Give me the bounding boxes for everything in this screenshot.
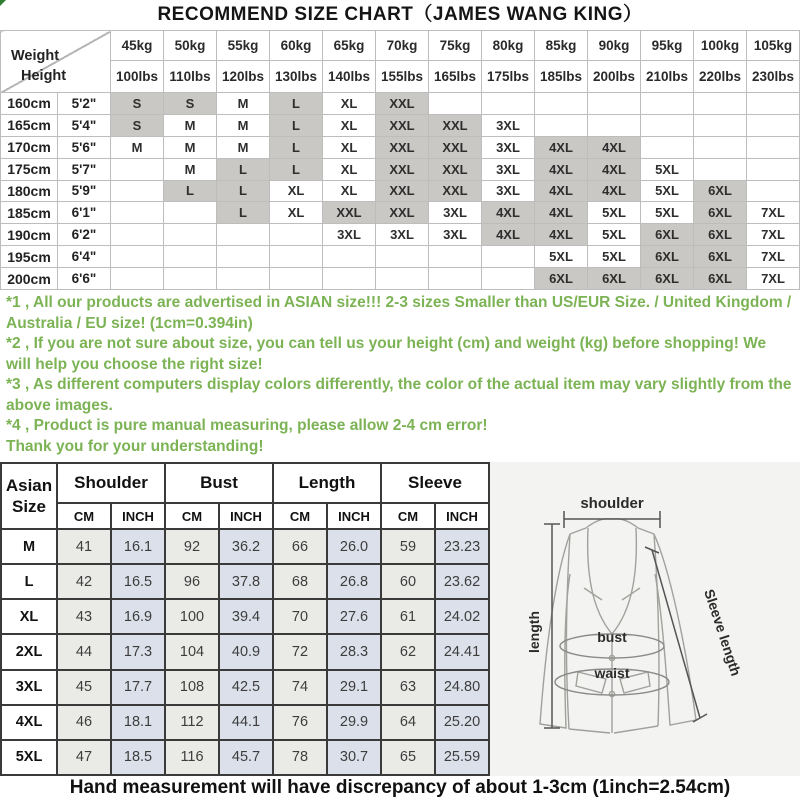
- size-cell: [482, 93, 535, 115]
- size-cell: 6XL: [694, 180, 747, 202]
- measure-cell-inch: 36.2: [219, 529, 273, 564]
- measure-cell-inch: 40.9: [219, 634, 273, 669]
- measure-size-label: L: [1, 564, 57, 599]
- size-cell: 7XL: [747, 224, 800, 246]
- note-line-2: *2 , If you are not sure about size, you can tell us your height (cm) and weight (kg) before shopping! We will help you choose the right size!: [6, 335, 767, 373]
- sleeve-length-label: Sleeve length: [701, 587, 745, 678]
- size-cell: XL: [323, 158, 376, 180]
- page-title: RECOMMEND SIZE CHART（JAMES WANG KING）: [157, 4, 643, 25]
- measure-cell-inch: 42.5: [219, 670, 273, 705]
- weight-lbs-header: 140lbs: [323, 61, 376, 93]
- size-cell: 6XL: [641, 268, 694, 290]
- note-line-5: Thank you for your understanding!: [6, 437, 264, 455]
- measure-cell-cm: 41: [57, 529, 111, 564]
- size-cell: XL: [323, 180, 376, 202]
- height-ft-label: 5'4": [58, 114, 111, 136]
- size-cell: [429, 246, 482, 268]
- weight-lbs-header: 120lbs: [217, 61, 270, 93]
- measure-cell-cm: 61: [381, 599, 435, 634]
- measure-cell-cm: 64: [381, 705, 435, 740]
- height-cm-label: 170cm: [1, 136, 58, 158]
- measure-cell-inch: 18.1: [111, 705, 165, 740]
- size-cell: 6XL: [694, 268, 747, 290]
- size-cell: XXL: [323, 202, 376, 224]
- size-cell: [164, 268, 217, 290]
- size-cell: [694, 93, 747, 115]
- jacket-measurement-diagram: [490, 462, 800, 776]
- measure-cell-cm: 68: [273, 564, 327, 599]
- height-ft-label: 5'6": [58, 136, 111, 158]
- size-cell: M: [217, 93, 270, 115]
- size-grid-row: [1, 224, 800, 246]
- size-cell: [482, 246, 535, 268]
- size-cell: [111, 158, 164, 180]
- weight-lbs-header: 200lbs: [588, 61, 641, 93]
- measure-size-label: M: [1, 529, 57, 564]
- size-cell: 6XL: [641, 224, 694, 246]
- size-cell: 4XL: [482, 224, 535, 246]
- size-grid-row: [1, 93, 800, 115]
- jacket-diagram-svg: [490, 462, 800, 776]
- size-cell: [111, 180, 164, 202]
- measure-cell-cm: 43: [57, 599, 111, 634]
- measure-cell-cm: 100: [165, 599, 219, 634]
- measure-cell-cm: 70: [273, 599, 327, 634]
- measure-cell-inch: 18.5: [111, 740, 165, 775]
- size-cell: XL: [270, 202, 323, 224]
- measure-cell-cm: 66: [273, 529, 327, 564]
- size-grid-row: [1, 180, 800, 202]
- measurement-table-header: [1, 463, 489, 529]
- size-cell: [217, 224, 270, 246]
- size-cell: M: [111, 136, 164, 158]
- size-cell: [376, 268, 429, 290]
- size-cell: 6XL: [694, 246, 747, 268]
- measure-cell-cm: 104: [165, 634, 219, 669]
- weight-lbs-header: 165lbs: [429, 61, 482, 93]
- measure-cell-cm: 62: [381, 634, 435, 669]
- weight-kg-header: 60kg: [270, 31, 323, 61]
- size-cell: [217, 246, 270, 268]
- weight-kg-header: 70kg: [376, 31, 429, 61]
- note-line-4: *4 , Product is pure manual measuring, please allow 2-4 cm error!: [6, 417, 488, 434]
- size-label: Size: [11, 497, 47, 516]
- size-cell: M: [164, 114, 217, 136]
- size-cell: XXL: [376, 136, 429, 158]
- measure-cell-inch: 24.41: [435, 634, 489, 669]
- measure-cell-inch: 16.5: [111, 564, 165, 599]
- measure-cell-cm: 63: [381, 670, 435, 705]
- weight-kg-header: 85kg: [535, 31, 588, 61]
- size-cell: [111, 268, 164, 290]
- height-ft-label: 6'2": [58, 224, 111, 246]
- group-shoulder: Shoulder: [57, 463, 165, 503]
- size-cell: [535, 93, 588, 115]
- size-cell: [747, 93, 800, 115]
- measure-cell-cm: 76: [273, 705, 327, 740]
- size-cell: [323, 246, 376, 268]
- size-cell: [111, 202, 164, 224]
- group-sleeve: Sleeve: [381, 463, 489, 503]
- size-cell: 5XL: [641, 202, 694, 224]
- size-cell: XL: [270, 180, 323, 202]
- weight-kg-header: 75kg: [429, 31, 482, 61]
- size-grid-row: [1, 158, 800, 180]
- size-cell: L: [164, 180, 217, 202]
- size-cell: [747, 114, 800, 136]
- measure-cell-cm: 42: [57, 564, 111, 599]
- weight-lbs-header: 220lbs: [694, 61, 747, 93]
- size-cell: [376, 246, 429, 268]
- weight-kg-header: 65kg: [323, 31, 376, 61]
- size-cell: [694, 136, 747, 158]
- measure-cell-inch: 26.8: [327, 564, 381, 599]
- jacket-outline: [540, 519, 696, 733]
- measure-cell-inch: 16.1: [111, 529, 165, 564]
- size-cell: [482, 268, 535, 290]
- measure-cell-cm: 116: [165, 740, 219, 775]
- height-cm-label: 185cm: [1, 202, 58, 224]
- size-cell: M: [164, 136, 217, 158]
- sub-inch: INCH: [327, 503, 381, 529]
- measure-cell-inch: 23.23: [435, 529, 489, 564]
- size-cell: 3XL: [482, 136, 535, 158]
- measure-cell-inch: 25.20: [435, 705, 489, 740]
- measure-cell-cm: 112: [165, 705, 219, 740]
- weight-lbs-header: 155lbs: [376, 61, 429, 93]
- corner-height-label: Height: [21, 68, 67, 84]
- size-cell: 3XL: [323, 224, 376, 246]
- height-cm-label: 175cm: [1, 158, 58, 180]
- size-cell: [747, 180, 800, 202]
- weight-kg-header: 50kg: [164, 31, 217, 61]
- size-cell: 5XL: [641, 158, 694, 180]
- sub-inch: INCH: [219, 503, 273, 529]
- sub-cm: CM: [165, 503, 219, 529]
- size-cell: [535, 114, 588, 136]
- height-cm-label: 165cm: [1, 114, 58, 136]
- waist-label: waist: [594, 665, 630, 681]
- size-cell: 3XL: [482, 158, 535, 180]
- size-cell: 5XL: [535, 246, 588, 268]
- footer-note: Hand measurement will have discrepancy of about 1-3cm (1inch=2.54cm): [69, 777, 731, 798]
- weight-lbs-header: 210lbs: [641, 61, 694, 93]
- measure-row: [1, 740, 489, 775]
- measure-cell-cm: 72: [273, 634, 327, 669]
- measure-cell-cm: 60: [381, 564, 435, 599]
- note-line-3: *3 , As different computers display colors differently, the color of the actual item may vary slightly from the above images.: [6, 376, 792, 414]
- measure-cell-cm: 45: [57, 670, 111, 705]
- height-ft-label: 5'7": [58, 158, 111, 180]
- measure-cell-inch: 44.1: [219, 705, 273, 740]
- note-line-1: *1 , All our products are advertised in ASIAN size!!! 2-3 sizes Smaller than US/EUR Size. / United Kingdom / Australia / EU size! (1cm=0.394in): [6, 294, 792, 332]
- size-cell: 3XL: [376, 224, 429, 246]
- size-cell: [694, 158, 747, 180]
- measure-cell-cm: 44: [57, 634, 111, 669]
- size-cell: L: [217, 158, 270, 180]
- size-grid-row: [1, 136, 800, 158]
- measure-cell-cm: 46: [57, 705, 111, 740]
- size-cell: L: [270, 114, 323, 136]
- size-cell: XXL: [376, 114, 429, 136]
- size-cell: S: [164, 93, 217, 115]
- weight-kg-header: 55kg: [217, 31, 270, 61]
- measure-size-label: 5XL: [1, 740, 57, 775]
- sub-cm: CM: [381, 503, 435, 529]
- size-grid-row: [1, 268, 800, 290]
- measure-cell-inch: 17.7: [111, 670, 165, 705]
- size-cell: XXL: [429, 114, 482, 136]
- measure-cell-inch: 29.1: [327, 670, 381, 705]
- measure-cell-inch: 29.9: [327, 705, 381, 740]
- size-cell: [323, 268, 376, 290]
- measure-cell-inch: 45.7: [219, 740, 273, 775]
- length-label: length: [526, 611, 542, 653]
- size-cell: [641, 136, 694, 158]
- weight-kg-header: 105kg: [747, 31, 800, 61]
- size-cell: XL: [323, 93, 376, 115]
- measure-cell-inch: 27.6: [327, 599, 381, 634]
- height-ft-label: 6'4": [58, 246, 111, 268]
- sheet-corner-mark: [0, 0, 6, 6]
- size-cell: 4XL: [482, 202, 535, 224]
- size-cell: 5XL: [641, 180, 694, 202]
- measure-cell-inch: 24.80: [435, 670, 489, 705]
- bust-label: bust: [597, 629, 627, 645]
- size-cell: M: [217, 136, 270, 158]
- size-cell: 6XL: [535, 268, 588, 290]
- height-cm-label: 180cm: [1, 180, 58, 202]
- size-cell: [164, 202, 217, 224]
- size-cell: M: [217, 114, 270, 136]
- corner-diagonal: [1, 31, 110, 92]
- size-cell: [641, 114, 694, 136]
- size-cell: [217, 268, 270, 290]
- size-cell: 6XL: [588, 268, 641, 290]
- weight-lbs-header: 230lbs: [747, 61, 800, 93]
- measure-cell-cm: 65: [381, 740, 435, 775]
- size-cell: [641, 93, 694, 115]
- sub-inch: INCH: [111, 503, 165, 529]
- size-cell: [429, 93, 482, 115]
- measure-size-label: 3XL: [1, 670, 57, 705]
- measure-cell-cm: 47: [57, 740, 111, 775]
- height-cm-label: 190cm: [1, 224, 58, 246]
- size-cell: 7XL: [747, 268, 800, 290]
- size-cell: XXL: [376, 180, 429, 202]
- size-cell: 7XL: [747, 246, 800, 268]
- size-cell: 3XL: [482, 180, 535, 202]
- group-length: Length: [273, 463, 381, 503]
- measure-row: [1, 564, 489, 599]
- size-cell: [588, 93, 641, 115]
- asian-size-corner: [1, 463, 57, 529]
- size-cell: [270, 224, 323, 246]
- size-cell: [588, 114, 641, 136]
- size-cell: 4XL: [535, 180, 588, 202]
- corner-weight-label: Weight: [11, 48, 60, 64]
- sub-inch: INCH: [435, 503, 489, 529]
- weight-kg-header: 80kg: [482, 31, 535, 61]
- measure-cell-inch: 17.3: [111, 634, 165, 669]
- size-cell: 6XL: [694, 202, 747, 224]
- weight-height-corner: [1, 31, 111, 93]
- size-cell: L: [217, 202, 270, 224]
- size-cell: 6XL: [694, 224, 747, 246]
- size-cell: L: [270, 136, 323, 158]
- measure-row: [1, 705, 489, 740]
- shoulder-label: shoulder: [580, 495, 644, 512]
- size-cell: 4XL: [588, 158, 641, 180]
- size-grid-row: [1, 202, 800, 224]
- measure-cell-inch: 39.4: [219, 599, 273, 634]
- size-cell: 4XL: [535, 202, 588, 224]
- measure-row: [1, 599, 489, 634]
- size-cell: 5XL: [588, 246, 641, 268]
- group-bust: Bust: [165, 463, 273, 503]
- size-grid-header: [1, 31, 800, 93]
- size-cell: XL: [323, 114, 376, 136]
- measure-size-label: XL: [1, 599, 57, 634]
- size-cell: [111, 246, 164, 268]
- size-cell: XXL: [429, 136, 482, 158]
- asian-label: Asian: [5, 475, 53, 495]
- sub-cm: CM: [57, 503, 111, 529]
- notes-section: [0, 290, 800, 458]
- size-cell: 4XL: [588, 180, 641, 202]
- size-cell: XXL: [376, 202, 429, 224]
- sub-cm: CM: [273, 503, 327, 529]
- measure-cell-cm: 96: [165, 564, 219, 599]
- size-cell: [270, 246, 323, 268]
- height-ft-label: 5'9": [58, 180, 111, 202]
- measure-cell-cm: 92: [165, 529, 219, 564]
- weight-kg-header: 45kg: [111, 31, 164, 61]
- measure-lines: [544, 511, 707, 728]
- weight-lbs-header: 110lbs: [164, 61, 217, 93]
- size-grid-row: [1, 114, 800, 136]
- height-ft-label: 6'6": [58, 268, 111, 290]
- size-cell: L: [217, 180, 270, 202]
- weight-lbs-header: 100lbs: [111, 61, 164, 93]
- weight-kg-header: 100kg: [694, 31, 747, 61]
- weight-lbs-header: 175lbs: [482, 61, 535, 93]
- measure-cell-inch: 23.62: [435, 564, 489, 599]
- measure-cell-inch: 24.02: [435, 599, 489, 634]
- size-cell: XXL: [429, 180, 482, 202]
- size-cell: L: [270, 93, 323, 115]
- size-cell: [429, 268, 482, 290]
- size-cell: 4XL: [588, 136, 641, 158]
- weight-lbs-header: 130lbs: [270, 61, 323, 93]
- size-cell: 4XL: [535, 136, 588, 158]
- size-cell: [747, 158, 800, 180]
- size-cell: L: [270, 158, 323, 180]
- measure-cell-cm: 108: [165, 670, 219, 705]
- size-cell: 4XL: [535, 224, 588, 246]
- size-cell: XL: [323, 136, 376, 158]
- size-cell: XXL: [429, 158, 482, 180]
- size-cell: 3XL: [429, 202, 482, 224]
- size-cell: 3XL: [429, 224, 482, 246]
- measurement-table: [0, 462, 490, 776]
- size-cell: [747, 136, 800, 158]
- height-cm-label: 200cm: [1, 268, 58, 290]
- measure-cell-cm: 59: [381, 529, 435, 564]
- size-cell: M: [164, 158, 217, 180]
- size-cell: [164, 246, 217, 268]
- measure-size-label: 2XL: [1, 634, 57, 669]
- weight-height-size-table: [0, 30, 800, 290]
- measure-cell-inch: 25.59: [435, 740, 489, 775]
- measure-size-label: 4XL: [1, 705, 57, 740]
- weight-kg-header: 90kg: [588, 31, 641, 61]
- measure-cell-inch: 28.3: [327, 634, 381, 669]
- size-cell: [694, 114, 747, 136]
- measure-row: [1, 529, 489, 564]
- height-ft-label: 6'1": [58, 202, 111, 224]
- size-cell: XXL: [376, 158, 429, 180]
- measure-cell-inch: 30.7: [327, 740, 381, 775]
- measure-cell-cm: 78: [273, 740, 327, 775]
- size-cell: S: [111, 114, 164, 136]
- measurement-section: [0, 462, 800, 776]
- measure-cell-inch: 37.8: [219, 564, 273, 599]
- size-cell: XXL: [376, 93, 429, 115]
- size-cell: 6XL: [641, 246, 694, 268]
- measure-row: [1, 670, 489, 705]
- height-ft-label: 5'2": [58, 93, 111, 115]
- size-cell: 5XL: [588, 224, 641, 246]
- size-cell: 5XL: [588, 202, 641, 224]
- weight-lbs-header: 185lbs: [535, 61, 588, 93]
- measure-row: [1, 634, 489, 669]
- size-cell: 3XL: [482, 114, 535, 136]
- weight-kg-header: 95kg: [641, 31, 694, 61]
- measure-cell-inch: 16.9: [111, 599, 165, 634]
- measure-cell-cm: 74: [273, 670, 327, 705]
- height-cm-label: 160cm: [1, 93, 58, 115]
- size-grid-row: [1, 246, 800, 268]
- height-cm-label: 195cm: [1, 246, 58, 268]
- size-cell: S: [111, 93, 164, 115]
- size-cell: [270, 268, 323, 290]
- size-cell: [164, 224, 217, 246]
- size-cell: [111, 224, 164, 246]
- size-cell: 4XL: [535, 158, 588, 180]
- measure-cell-inch: 26.0: [327, 529, 381, 564]
- size-cell: 7XL: [747, 202, 800, 224]
